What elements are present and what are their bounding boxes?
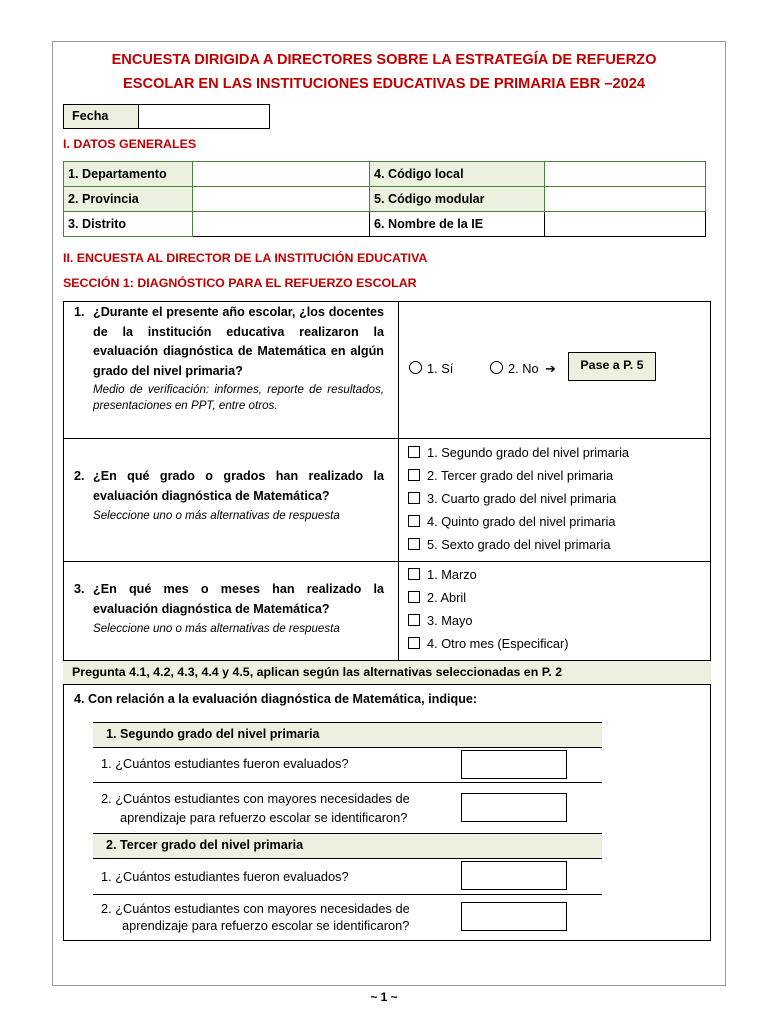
checkbox-icon[interactable] (408, 591, 420, 603)
checkbox-icon[interactable] (408, 568, 420, 580)
q2-option-label: 4. Quinto grado del nivel primaria (427, 514, 616, 529)
segundo-necesidades-question-line-2: aprendizaje para refuerzo escolar se identificaron? (120, 810, 408, 825)
codigo-local-label: 4. Código local (370, 162, 545, 187)
fecha-input[interactable] (138, 104, 270, 129)
q3-option-label: 4. Otro mes (Especificar) (427, 636, 569, 651)
q2-number: 2. (74, 469, 85, 483)
departamento-label: 1. Departamento (64, 162, 193, 187)
survey-title-line-2: ESCOLAR EN LAS INSTITUCIONES EDUCATIVAS DE PRIMARIA EBR –2024 (123, 76, 645, 92)
q1-bottom-divider (63, 438, 711, 439)
q2-bottom-divider (63, 561, 711, 562)
row-divider (93, 894, 602, 895)
q3-instruction: Seleccione uno o más alternativas de respuesta (93, 622, 340, 635)
group-segundo-grado-title: 1. Segundo grado del nivel primaria (106, 727, 320, 741)
q2-text: ¿En qué grado o grados han realizado la evaluación diagnóstica de Matemática? (93, 469, 384, 503)
survey-title-line-1: ENCUESTA DIRIGIDA A DIRECTORES SOBRE LA ESTRATEGÍA DE REFUERZO (111, 52, 657, 68)
q3-option-abril[interactable] (408, 590, 466, 606)
distrito-label: 3. Distrito (64, 212, 193, 237)
q1-option-yes[interactable] (409, 361, 453, 377)
checkbox-icon[interactable] (408, 469, 420, 481)
departamento-input[interactable] (193, 162, 370, 187)
nombre-ie-input[interactable] (545, 212, 706, 237)
section-1-diagnostico-heading: SECCIÓN 1: DIAGNÓSTICO PARA EL REFUERZO ESCOLAR (63, 276, 417, 290)
q3-option-label: 3. Mayo (427, 613, 473, 628)
question-column-divider (398, 301, 399, 660)
provincia-label: 2. Provincia (64, 187, 193, 212)
tercer-necesidades-question-line-2: aprendizaje para refuerzo escolar se identificaron? (122, 918, 410, 933)
questions-4-applicability-banner: Pregunta 4.1, 4.2, 4.3, 4.4 y 4.5, aplican según las alternativas seleccionadas en P. 2 (63, 660, 711, 685)
provincia-input[interactable] (193, 187, 370, 212)
checkbox-icon[interactable] (408, 614, 420, 626)
section-encuesta-heading: II. ENCUESTA AL DIRECTOR DE LA INSTITUCIÓN EDUCATIVA (63, 251, 428, 265)
q2-question (74, 467, 384, 506)
segundo-evaluados-input[interactable] (461, 750, 567, 779)
segundo-necesidades-question-line-1: 2. ¿Cuántos estudiantes con mayores necesidades de (101, 791, 410, 806)
q3-option-mayo[interactable] (408, 613, 473, 629)
q3-question (74, 580, 384, 619)
q1-option-yes-label: 1. Sí (427, 361, 454, 376)
group-tercer-grado-title: 2. Tercer grado del nivel primaria (106, 838, 304, 852)
nombre-ie-label: 6. Nombre de la IE (370, 212, 545, 237)
q1-option-no[interactable] (490, 361, 556, 377)
q3-block (74, 580, 384, 637)
checkbox-icon[interactable] (408, 446, 420, 458)
q1-verification-note: Medio de verificación: informes, reporte de resultados, presentaciones en PPT, entre otros. (93, 383, 384, 412)
q3-option-label: 1. Marzo (427, 567, 477, 582)
group-segundo-grado-header (93, 722, 602, 748)
segundo-necesidades-input[interactable] (461, 793, 567, 822)
checkbox-icon[interactable] (408, 538, 420, 550)
checkbox-icon[interactable] (408, 637, 420, 649)
q1-number: 1. (74, 305, 85, 319)
q2-option-sexto[interactable] (408, 537, 611, 553)
q2-block (74, 467, 384, 524)
q2-option-label: 2. Tercer grado del nivel primaria (427, 468, 614, 483)
checkbox-icon[interactable] (408, 515, 420, 527)
radio-icon[interactable] (409, 361, 422, 374)
q2-option-label: 5. Sexto grado del nivel primaria (427, 537, 611, 552)
fecha-label: Fecha (72, 109, 109, 123)
q1-option-no-label: 2. No (508, 361, 539, 376)
q3-text: ¿En qué mes o meses han realizado la evaluación diagnóstica de Matemática? (93, 582, 384, 616)
q2-option-quinto[interactable] (408, 514, 616, 530)
q3-option-label: 2. Abril (427, 590, 467, 605)
q2-option-label: 3. Cuarto grado del nivel primaria (427, 491, 617, 506)
datos-generales-table (63, 161, 706, 237)
codigo-modular-label: 5. Código modular (370, 187, 545, 212)
q2-instruction: Seleccione uno o más alternativas de respuesta (93, 509, 340, 522)
tercer-evaluados-question: 1. ¿Cuántos estudiantes fueron evaluados? (101, 869, 349, 884)
group-bottom-divider (93, 940, 602, 941)
skip-to-p5-badge: Pase a P. 5 (568, 352, 656, 381)
q2-option-tercero[interactable] (408, 468, 613, 484)
codigo-modular-input[interactable] (545, 187, 706, 212)
q4-question: 4. Con relación a la evaluación diagnóstica de Matemática, indique: (74, 692, 478, 706)
tercer-evaluados-input[interactable] (461, 861, 567, 890)
tercer-necesidades-input[interactable] (461, 902, 567, 931)
q2-option-label: 1. Segundo grado del nivel primaria (427, 445, 630, 460)
q2-option-segundo[interactable] (408, 445, 629, 461)
q1-text: ¿Durante el presente año escolar, ¿los docentes de la institución educativa realizaron la evaluación diagnóstica de Matemática en algún grado del nivel primaria? (93, 305, 384, 378)
distrito-input[interactable] (193, 212, 370, 237)
row-divider (93, 782, 602, 783)
arrow-right-icon: ➔ (545, 361, 556, 376)
q3-option-marzo[interactable] (408, 567, 477, 583)
codigo-local-input[interactable] (545, 162, 706, 187)
q3-option-otro-mes[interactable] (408, 636, 569, 652)
q1-block (74, 303, 384, 413)
radio-icon[interactable] (490, 361, 503, 374)
page-number: ~ 1 ~ (370, 990, 398, 1004)
fecha-label-cell (63, 104, 139, 129)
tercer-necesidades-question-line-1: 2. ¿Cuántos estudiantes con mayores necesidades de (101, 901, 410, 916)
q3-number: 3. (74, 582, 85, 596)
section-datos-generales-heading: I. DATOS GENERALES (63, 137, 197, 151)
segundo-evaluados-question: 1. ¿Cuántos estudiantes fueron evaluados? (101, 756, 349, 771)
group-tercer-grado-header (93, 833, 602, 859)
checkbox-icon[interactable] (408, 492, 420, 504)
q2-option-cuarto[interactable] (408, 491, 616, 507)
q1-question (74, 303, 384, 381)
